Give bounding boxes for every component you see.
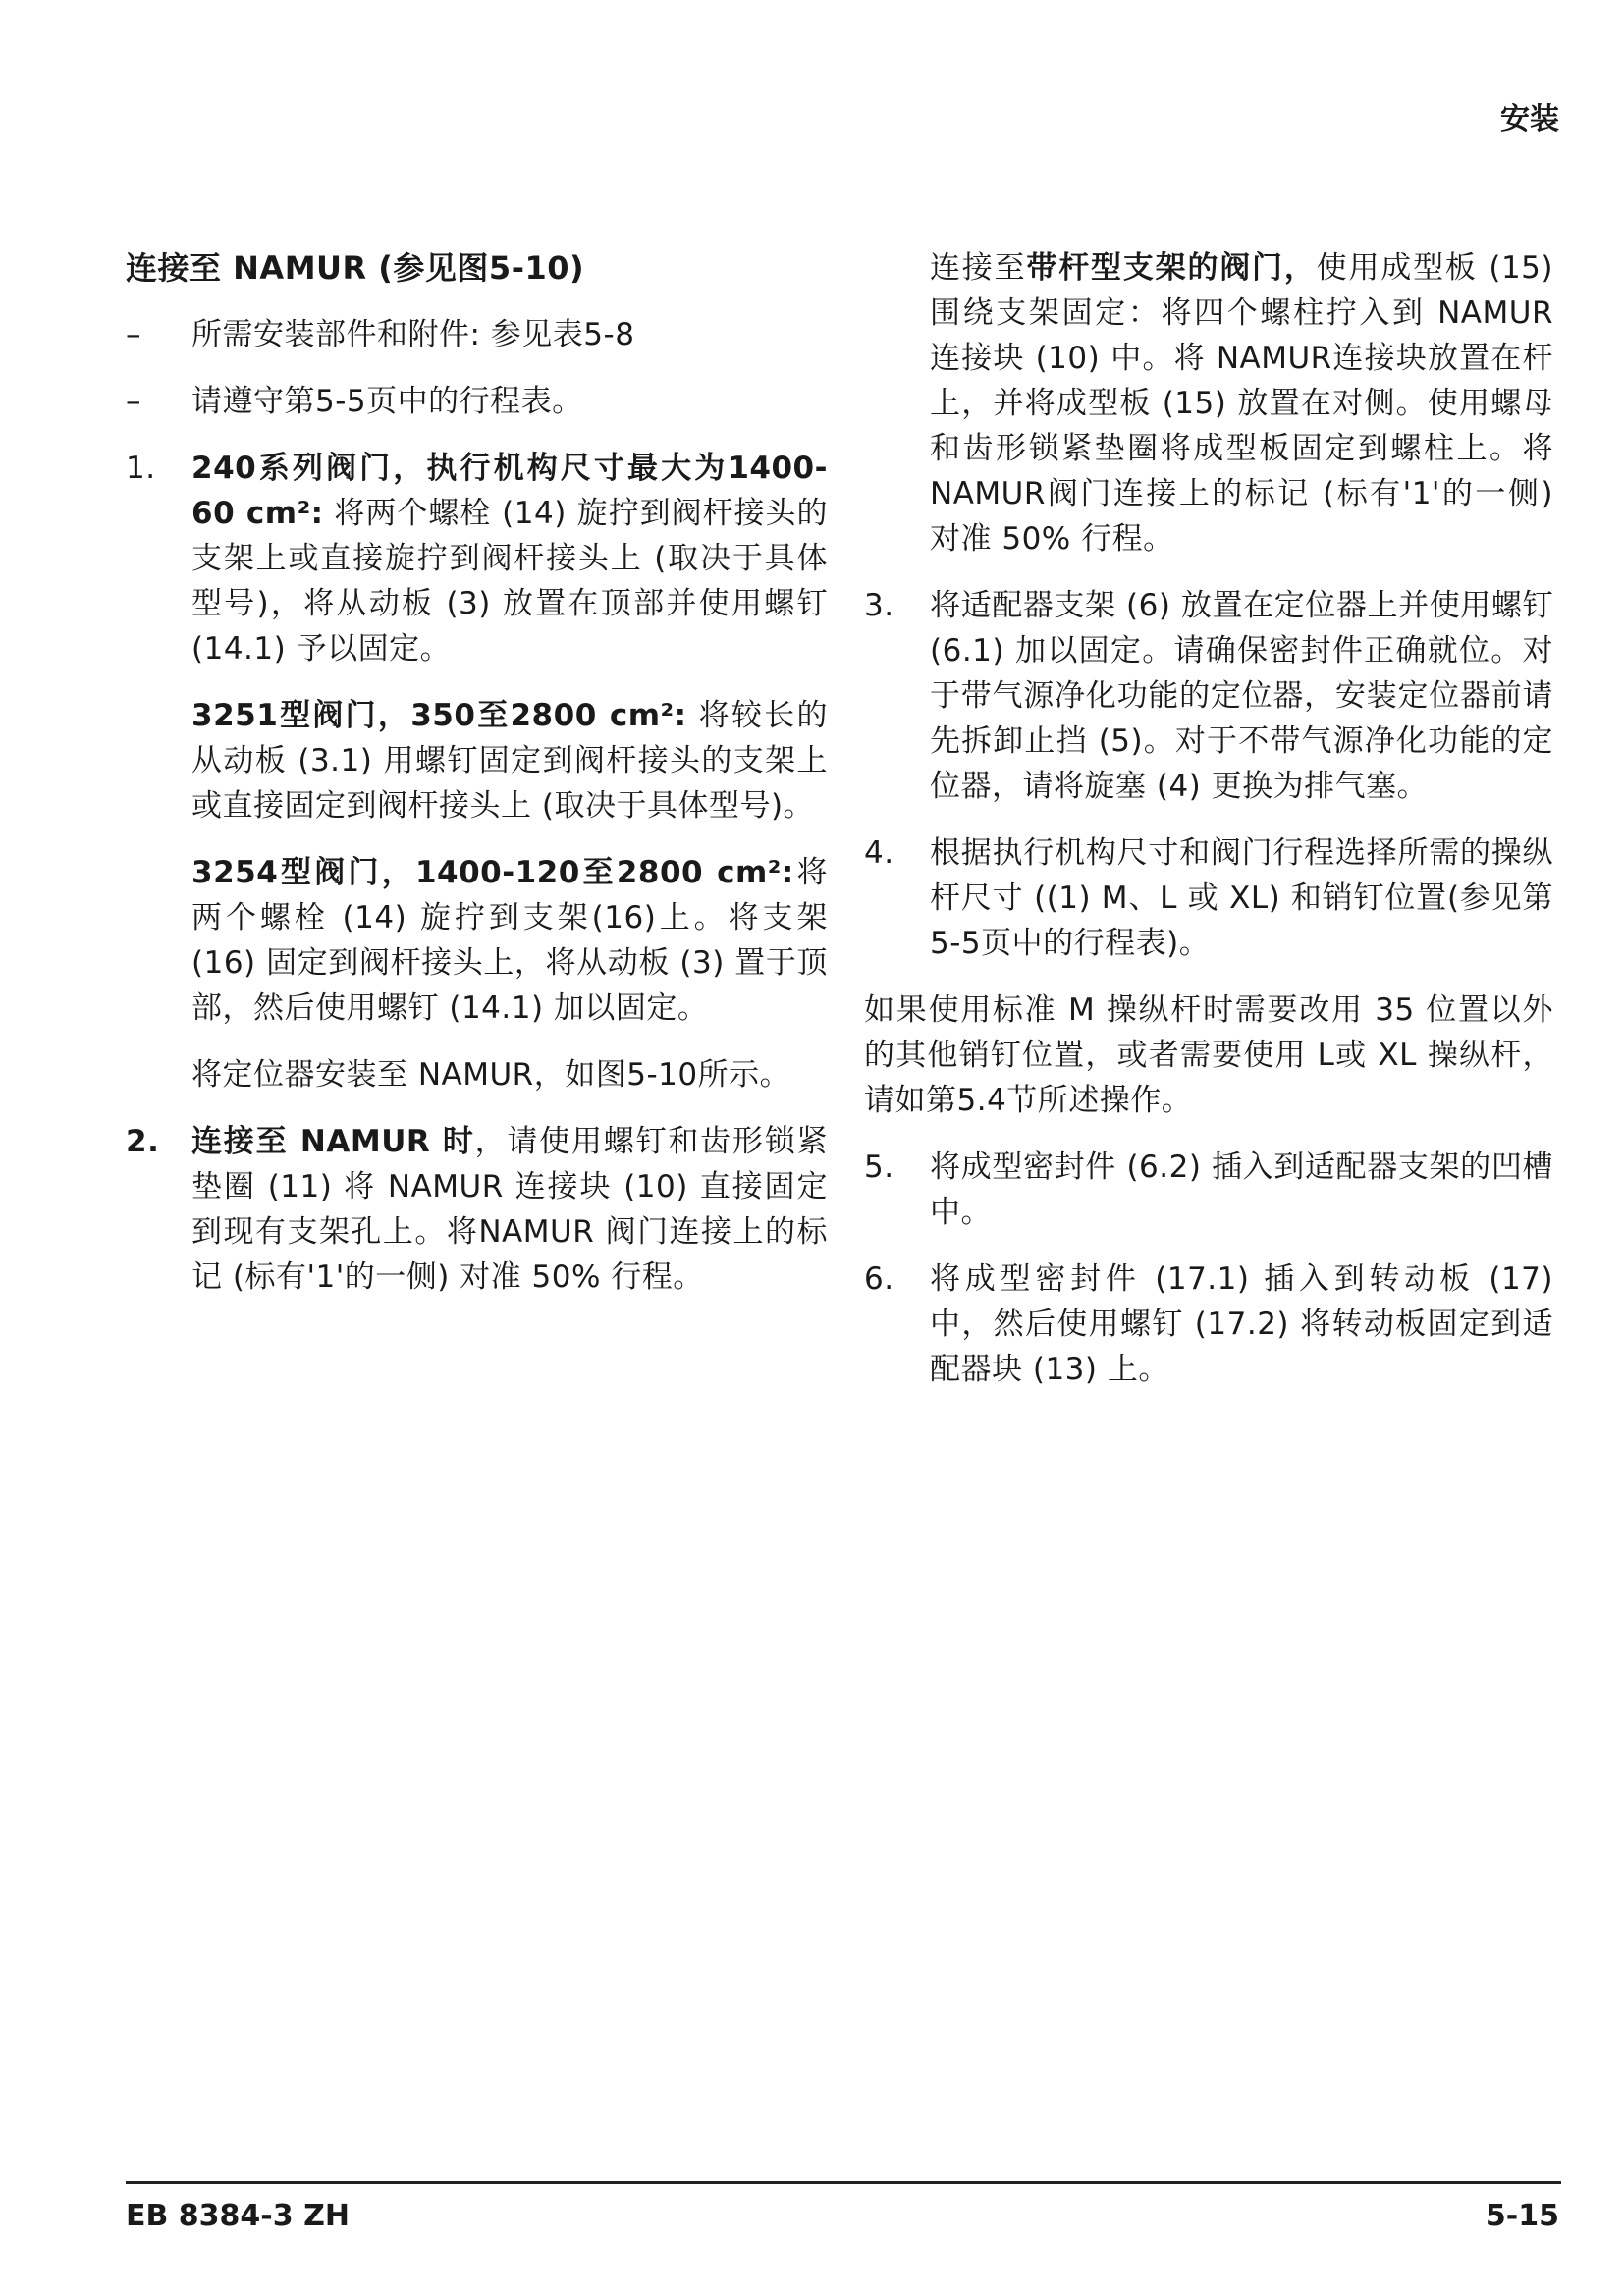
- paragraph-text: 将两个螺栓 (14) 旋拧到阀杆接头的支架上或直接旋拧到阀杆接头上 (取决于具体型号)，将从动板 (3) 放置在顶部并使用螺钉 (14.1) 予以固定。: [191, 496, 828, 667]
- footer-divider: [126, 2181, 1561, 2184]
- continuation-paragraph: [864, 245, 1553, 561]
- step-number: 6.: [864, 1261, 894, 1297]
- step-text: 将成型密封件 (6.2) 插入到适配器支架的凹槽中。: [930, 1149, 1553, 1230]
- document-id: EB 8384-3 ZH: [126, 2199, 350, 2233]
- bold-lead: 带杆型支架的阀门，: [1026, 250, 1317, 286]
- list-item: [126, 312, 828, 357]
- step-number: 5.: [864, 1149, 894, 1185]
- step-4: [864, 830, 1553, 966]
- bold-lead: 连接至 NAMUR 时: [191, 1124, 475, 1159]
- note-paragraph: 如果使用标准 M 操纵杆时需要改用 35 位置以外的其他销钉位置，或者需要使用 L或 XL 操纵杆，请如第5.4节所述操作。: [864, 992, 1553, 1118]
- paragraph-text: ，请使用螺钉和齿形锁紧垫圈 (11) 将 NAMUR 连接块 (10) 直接固定到现有支架孔上。将NAMUR 阀门连接上的标记 (标有'1'的一侧) 对准 50% 行程。: [191, 1124, 829, 1295]
- paragraph: 将定位器安装至 NAMUR，如图5-10所示。: [191, 1057, 791, 1093]
- page-number: 5-15: [1485, 2199, 1559, 2233]
- bold-lead: 3251型阀门，350至2800 cm²:: [191, 698, 687, 733]
- step-5: [864, 1145, 1553, 1235]
- list-item-text: 请遵守第5-5页中的行程表。: [191, 384, 583, 419]
- section-header: 安装: [1500, 102, 1559, 136]
- list-item: [126, 379, 828, 424]
- paragraph-text: 使用成型板 (15) 围绕支架固定：将四个螺柱拧入到 NAMUR 连接块 (10) 中。将 NAMUR连接块放置在杆上，并将成型板 (15) 放置在对侧。使用螺母和齿形锁紧垫圈将成型板固定到螺柱上。将NAMUR阀门连接上的标记 (标有'1'的一侧) 对准 50% 行程。: [930, 250, 1553, 557]
- left-column: [126, 245, 828, 1321]
- paragraph: [191, 693, 828, 828]
- paragraph: [191, 446, 828, 671]
- step-text: 将成型密封件 (17.1) 插入到转动板 (17) 中，然后使用螺钉 (17.2) 将转动板固定到适配器块 (13) 上。: [930, 1261, 1553, 1387]
- bold-lead: 240系列阀门，执行机构尺寸最大为1400-60 cm²:: [191, 451, 828, 531]
- step-3: [864, 583, 1553, 809]
- section-title: 连接至 NAMUR (参见图5-10): [126, 249, 585, 287]
- bold-lead: 3254型阀门，1400-120至2800 cm²:: [191, 855, 794, 890]
- paragraph: [191, 850, 828, 1031]
- step-text: 将适配器支架 (6) 放置在定位器上并使用螺钉 (6.1) 加以固定。请确保密封件正确就位。对于带气源净化功能的定位器，安装定位器前请先拆卸止挡 (5)。对于不带气源净化功能的定位器，请将旋塞 (4) 更换为排气塞。: [930, 588, 1553, 804]
- dash-marker: –: [126, 317, 141, 352]
- paragraph-text: 连接至: [930, 250, 1027, 286]
- paragraph-text: 将较长的从动板 (3.1) 用螺钉固定到阀杆接头的支架上或直接固定到阀杆接头上 (取决于具体型号)。: [191, 698, 828, 824]
- step-1: [126, 446, 828, 1097]
- step-number: 4.: [864, 835, 894, 871]
- step-2: [126, 1119, 828, 1300]
- step-text: 根据执行机构尺寸和阀门行程选择所需的操纵杆尺寸 ((1) M、L 或 XL) 和销钉位置(参见第 5-5页中的行程表)。: [930, 835, 1553, 961]
- paragraph-text: 将两个螺栓 (14) 旋拧到支架(16)上。将支架 (16) 固定到阀杆接头上，将从动板 (3) 置于顶部，然后使用螺钉 (14.1) 加以固定。: [191, 855, 829, 1026]
- step-6: [864, 1256, 1553, 1392]
- step-number: 1.: [126, 451, 156, 486]
- list-item-text: 所需安装部件和附件: 参见表5-8: [191, 317, 635, 352]
- step-number: 3.: [864, 588, 894, 623]
- dash-marker: –: [126, 384, 141, 419]
- right-column: [864, 245, 1553, 1414]
- paragraph: [191, 1119, 828, 1300]
- step-number: 2.: [126, 1124, 160, 1159]
